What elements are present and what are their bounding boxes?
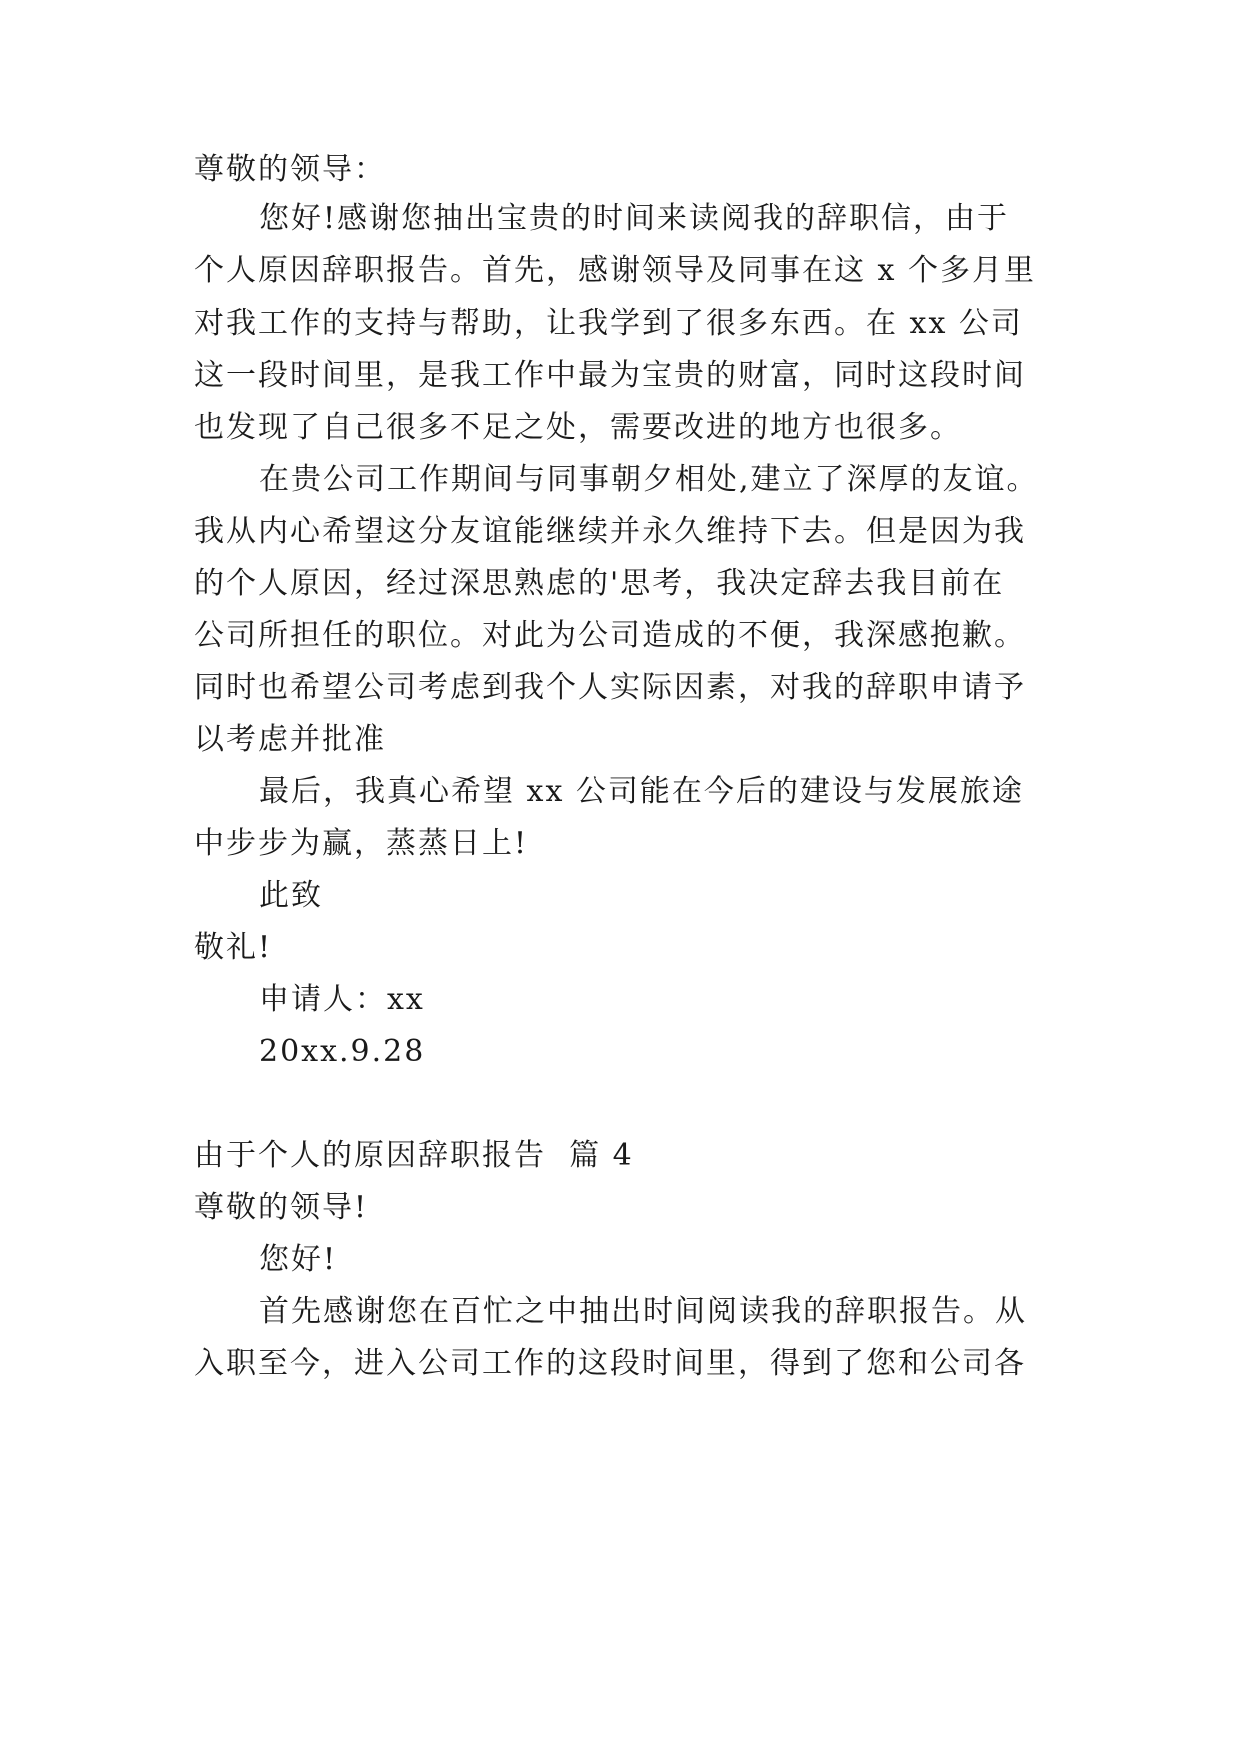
salutation: 尊敬的领导! — [194, 1190, 369, 1225]
section-heading: 由于个人的原因辞职报告 篇 4 — [194, 1138, 634, 1173]
paragraph-line: 入职至今，进入公司工作的这段时间里，得到了您和公司各 — [194, 1346, 1026, 1381]
paragraph-line: 您好!感谢您抽出宝贵的时间来读阅我的辞职信，由于 — [259, 201, 1010, 236]
paragraph-line: 以考虑并批准 — [194, 722, 386, 757]
closing-salute: 敬礼! — [194, 930, 273, 965]
closing-line: 此致 — [259, 878, 323, 913]
paragraph-line: 个人原因辞职报告。首先，感谢领导及同事在这 x 个多月里 — [194, 253, 1036, 288]
paragraph-line: 也发现了自己很多不足之处，需要改进的地方也很多。 — [194, 410, 962, 445]
paragraph-line: 中步步为赢，蒸蒸日上! — [194, 826, 529, 861]
paragraph-line: 我从内心希望这分友谊能继续并永久维持下去。但是因为我 — [194, 514, 1026, 549]
paragraph-line: 对我工作的支持与帮助，让我学到了很多东西。在 xx 公司 — [194, 306, 1023, 341]
paragraph-line: 公司所担任的职位。对此为公司造成的不便，我深感抱歉。 — [194, 618, 1026, 653]
paragraph-line: 最后，我真心希望 xx 公司能在今后的建设与发展旅途 — [259, 774, 1024, 809]
paragraph-line: 首先感谢您在百忙之中抽出时间阅读我的辞职报告。从 — [259, 1294, 1027, 1329]
salutation: 尊敬的领导： — [194, 152, 386, 187]
paragraph-line: 在贵公司工作期间与同事朝夕相处,建立了深厚的友谊。 — [259, 462, 1039, 497]
paragraph-line: 的个人原因，经过深思熟虑的'思考，我决定辞去我目前在 — [194, 566, 1005, 601]
paragraph-line: 同时也希望公司考虑到我个人实际因素，对我的辞职申请予 — [194, 670, 1026, 705]
greeting: 您好! — [259, 1242, 338, 1277]
applicant-signature: 申请人：xx — [259, 982, 425, 1017]
letter-date: 20xx.9.28 — [259, 1034, 426, 1069]
paragraph-line: 这一段时间里，是我工作中最为宝贵的财富，同时这段时间 — [194, 358, 1026, 393]
